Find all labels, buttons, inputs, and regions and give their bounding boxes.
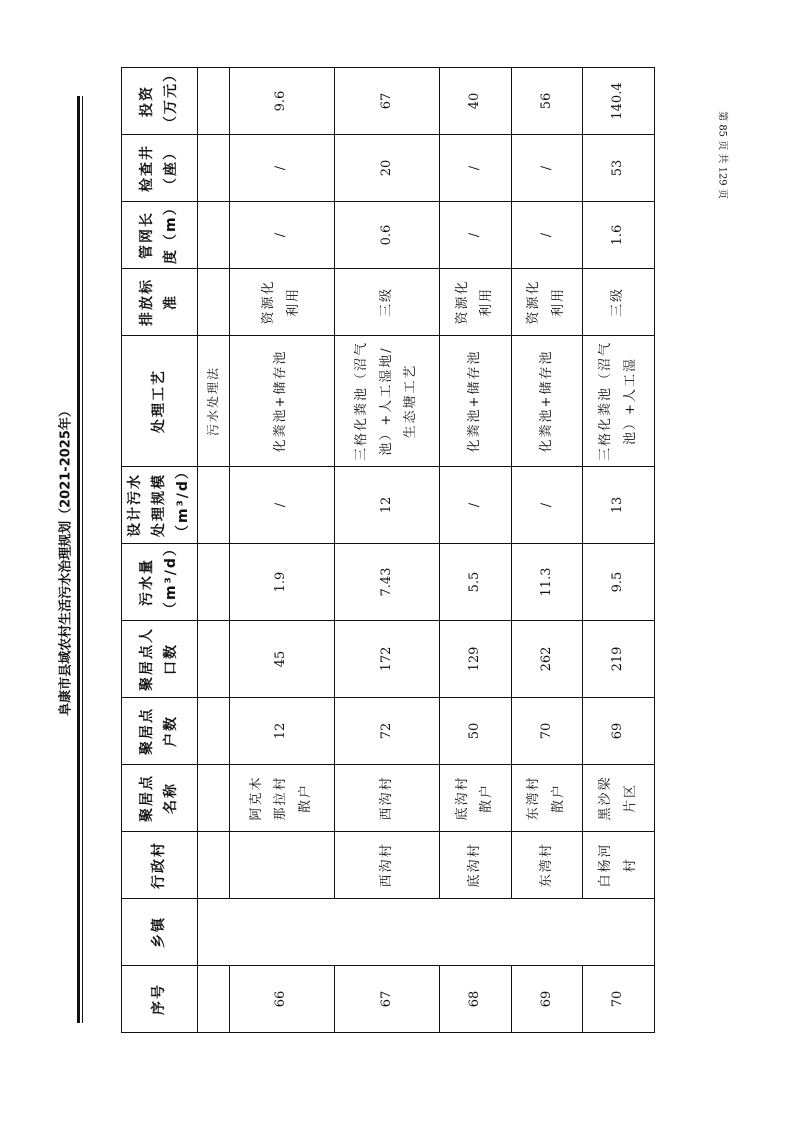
cell-settlement: 阿克木那拉村散户 xyxy=(229,765,334,832)
cell-pipe: / xyxy=(440,202,512,269)
cell-pipe: / xyxy=(511,202,583,269)
cell-seq: 70 xyxy=(583,966,655,1033)
cell-pipe: 1.6 xyxy=(583,202,655,269)
cell-invest: 140.4 xyxy=(583,68,655,135)
cell-pipe: 0.6 xyxy=(334,202,439,269)
cell-process: 化粪池+储存池 xyxy=(511,336,583,467)
cell-population: 172 xyxy=(334,621,439,698)
cell-village: 底沟村 xyxy=(440,832,512,899)
table-row xyxy=(440,68,512,1033)
cell xyxy=(198,544,229,621)
cell xyxy=(198,202,229,269)
cell-village: 东湾村 xyxy=(511,832,583,899)
header-rule-thin xyxy=(82,96,83,1023)
cell-population: 219 xyxy=(583,621,655,698)
cell xyxy=(198,698,229,765)
cell-settlement: 东湾村散户 xyxy=(511,765,583,832)
table-row xyxy=(583,68,655,1033)
cell-population: 129 xyxy=(440,621,512,698)
cell-well: 20 xyxy=(334,135,439,202)
cell-process-method: 污水处理法 xyxy=(198,336,229,467)
cell xyxy=(198,832,229,899)
cell-pipe: / xyxy=(229,202,334,269)
cell-population: 45 xyxy=(229,621,334,698)
cell-households: 70 xyxy=(511,698,583,765)
cell-invest: 40 xyxy=(440,68,512,135)
cell-village xyxy=(229,832,334,899)
sewage-plan-table xyxy=(121,67,655,1033)
col-town: 乡镇 xyxy=(122,899,198,966)
cell-population: 262 xyxy=(511,621,583,698)
cell-well: 53 xyxy=(583,135,655,202)
cell-settlement: 西沟村 xyxy=(334,765,439,832)
cell xyxy=(198,68,229,135)
col-design: 设计污水处理规模（m³/d） xyxy=(122,467,198,544)
col-standard: 排放标准 xyxy=(122,269,198,336)
cell-sewage: 7.43 xyxy=(334,544,439,621)
cell-households: 72 xyxy=(334,698,439,765)
cell-sewage: 5.5 xyxy=(440,544,512,621)
cell-households: 69 xyxy=(583,698,655,765)
col-settlement: 聚居点名称 xyxy=(122,765,198,832)
cell-households: 50 xyxy=(440,698,512,765)
table-row xyxy=(229,68,334,1033)
cell-seq: 68 xyxy=(440,966,512,1033)
cell-standard: 资源化利用 xyxy=(440,269,512,336)
table-row xyxy=(511,68,583,1033)
cell-well: / xyxy=(229,135,334,202)
cell xyxy=(198,135,229,202)
cell-households: 12 xyxy=(229,698,334,765)
cell-well: / xyxy=(440,135,512,202)
cell-settlement: 底沟村散户 xyxy=(440,765,512,832)
col-pipe: 管网长度（m） xyxy=(122,202,198,269)
cell-town-merged xyxy=(198,899,655,966)
col-sewage: 污水量（m³/d） xyxy=(122,544,198,621)
document-title: 阜康市县域农村生活污水治理规划（2021-2025年） xyxy=(58,404,74,716)
cell-settlement: 黑沙梁片区 xyxy=(583,765,655,832)
cell-invest: 56 xyxy=(511,68,583,135)
cell-sewage: 1.9 xyxy=(229,544,334,621)
col-population: 聚居点人口数 xyxy=(122,621,198,698)
col-process: 处理工艺 xyxy=(122,336,198,467)
table-row xyxy=(334,68,439,1033)
cell-invest: 67 xyxy=(334,68,439,135)
cell-process: 三格化粪池（沼气池）+人工湿 xyxy=(583,336,655,467)
cell-design: / xyxy=(440,467,512,544)
cell-design: / xyxy=(511,467,583,544)
cell-process: 三格化粪池（沼气池）+人工湿地/生态塘工艺 xyxy=(334,336,439,467)
cell-process: 化粪池+储存池 xyxy=(440,336,512,467)
cell-seq: 69 xyxy=(511,966,583,1033)
cell-standard: 三级 xyxy=(334,269,439,336)
cell xyxy=(198,621,229,698)
col-households: 聚居点户数 xyxy=(122,698,198,765)
cell-standard: 资源化利用 xyxy=(229,269,334,336)
cell-seq: 67 xyxy=(334,966,439,1033)
table-container xyxy=(121,66,655,1033)
cell-sewage: 11.3 xyxy=(511,544,583,621)
cell-standard: 资源化利用 xyxy=(511,269,583,336)
cell xyxy=(198,269,229,336)
col-invest: 投资（万元） xyxy=(122,68,198,135)
col-seq: 序号 xyxy=(122,966,198,1033)
cell-village: 白杨河村 xyxy=(583,832,655,899)
cell-process: 化粪池+储存池 xyxy=(229,336,334,467)
cell-well: / xyxy=(511,135,583,202)
cell xyxy=(198,467,229,544)
cell-design: / xyxy=(229,467,334,544)
page-footer xyxy=(712,100,736,220)
cell-invest: 9.6 xyxy=(229,68,334,135)
cell-seq: 66 xyxy=(229,966,334,1033)
cell xyxy=(198,765,229,832)
header-rule-thick xyxy=(77,96,80,1023)
cell-village: 西沟村 xyxy=(334,832,439,899)
cell xyxy=(198,966,229,1033)
sub-header-row xyxy=(198,68,229,1033)
cell-design: 13 xyxy=(583,467,655,544)
header-row xyxy=(122,68,198,1033)
cell-sewage: 9.5 xyxy=(583,544,655,621)
cell-standard: 三级 xyxy=(583,269,655,336)
page-number: 第 85 页 共 129 页 xyxy=(716,111,728,199)
col-village: 行政村 xyxy=(122,832,198,899)
cell-design: 12 xyxy=(334,467,439,544)
col-well: 检查井（座） xyxy=(122,135,198,202)
